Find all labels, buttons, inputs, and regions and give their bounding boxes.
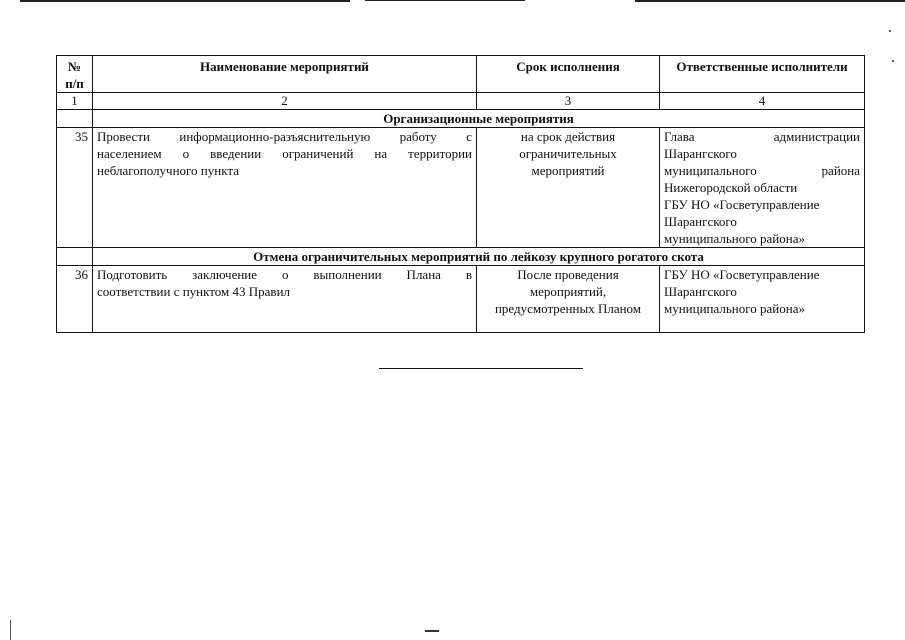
row-term: на срок действия ограничительных мероприятий [477, 128, 660, 248]
column-index: 1 [57, 93, 93, 110]
section-row [57, 248, 865, 266]
row-responsible: ГБУ НО «Госветуправление Шарангского муниципального района» [660, 266, 865, 333]
scan-speck [889, 30, 891, 32]
header-num: № п/п [57, 56, 93, 93]
section-title: Отмена ограничительных мероприятий по лейкозу крупного рогатого скота [93, 248, 865, 266]
row-name: Подготовить заключение о выполнении Плана в соответствии с пунктом 43 Правил [93, 266, 477, 333]
scan-edge [10, 620, 11, 640]
scan-top-line-middle [365, 0, 525, 1]
scan-top-line-left [20, 0, 350, 2]
table-row [57, 266, 865, 333]
scan-top-line-right [635, 0, 905, 2]
header-row [57, 56, 865, 93]
closing-rule [379, 368, 583, 369]
row-term: После проведения мероприятий, предусмотренных Планом [477, 266, 660, 333]
plan-table [56, 55, 865, 333]
section-row [57, 110, 865, 128]
row-number: 36 [57, 266, 93, 333]
header-responsible: Ответственные исполнители [660, 56, 865, 93]
header-term: Срок исполнения [477, 56, 660, 93]
column-index-row [57, 93, 865, 110]
column-index: 3 [477, 93, 660, 110]
row-name: Провести информационно-разъяснительную работу с населением о введении ограничений на территории неблагополучного пункта [93, 128, 477, 248]
scan-speck [892, 60, 894, 62]
scan-mark [425, 630, 439, 632]
row-number: 35 [57, 128, 93, 248]
section-title: Организационные мероприятия [93, 110, 865, 128]
column-index: 2 [93, 93, 477, 110]
column-index: 4 [660, 93, 865, 110]
table-row [57, 128, 865, 248]
row-responsible: Глава администрации Шарангского муниципального района Нижегородской области ГБУ НО «Госветуправление Шарангского муниципального района» [660, 128, 865, 248]
header-name: Наименование мероприятий [93, 56, 477, 93]
